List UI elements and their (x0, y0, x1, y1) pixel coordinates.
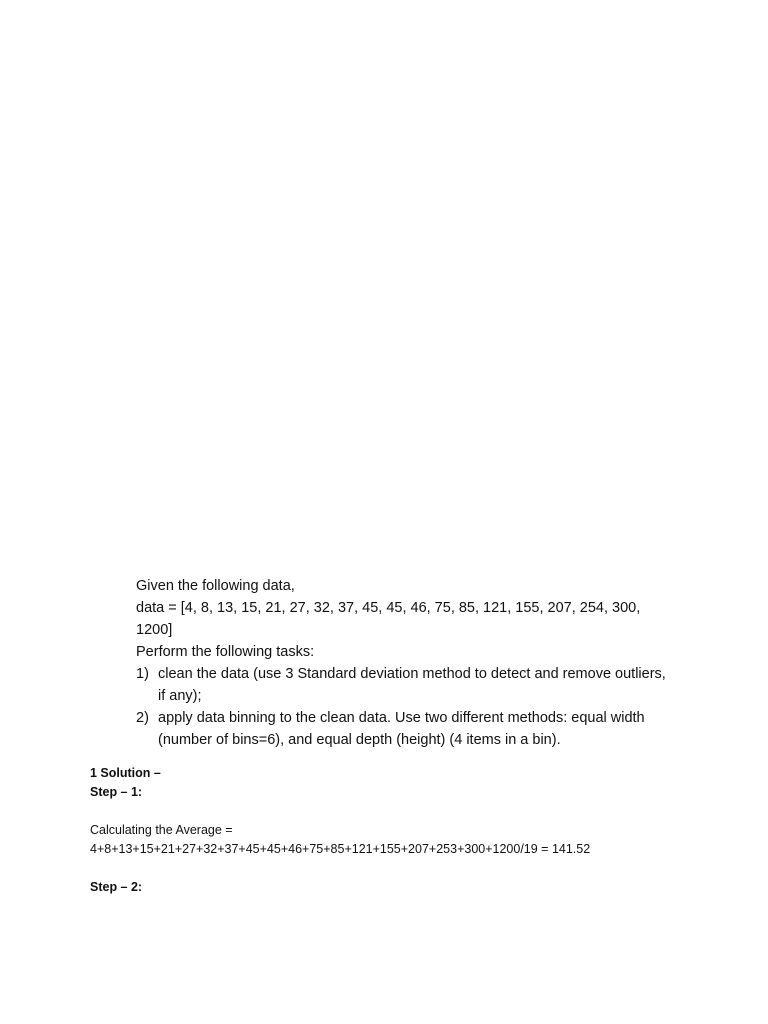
step-2-heading: Step – 2: (90, 880, 143, 894)
task-item-2 (136, 707, 676, 751)
step-1-heading: Step – 1: (90, 785, 143, 799)
solution-heading: 1 Solution – (90, 766, 161, 780)
average-formula: 4+8+13+15+21+27+32+37+45+45+46+75+85+121+155+207+253+300+1200/19 = 141.52 (90, 842, 591, 856)
problem-statement (136, 575, 676, 751)
task-number-1: 1) (136, 666, 149, 682)
task-number-2: 2) (136, 710, 149, 726)
spacer (90, 802, 690, 821)
average-label: Calculating the Average = (90, 823, 233, 837)
task-text-1: clean the data (use 3 Standard deviation method to detect and remove outliers, if any); (158, 666, 666, 704)
task-item-1 (136, 663, 676, 707)
task-text-2: apply data binning to the clean data. Use two different methods: equal width (number of bins=6), and equal depth (height) (4 items in a bin). (158, 710, 645, 748)
spacer (90, 859, 690, 878)
solution-section (90, 764, 690, 897)
tasks-heading: Perform the following tasks: (136, 644, 315, 660)
problem-intro: Given the following data, (136, 578, 295, 594)
data-line: data = [4, 8, 13, 15, 21, 27, 32, 37, 45, 45, 46, 75, 85, 121, 155, 207, 254, 300, 1200] (136, 600, 641, 638)
